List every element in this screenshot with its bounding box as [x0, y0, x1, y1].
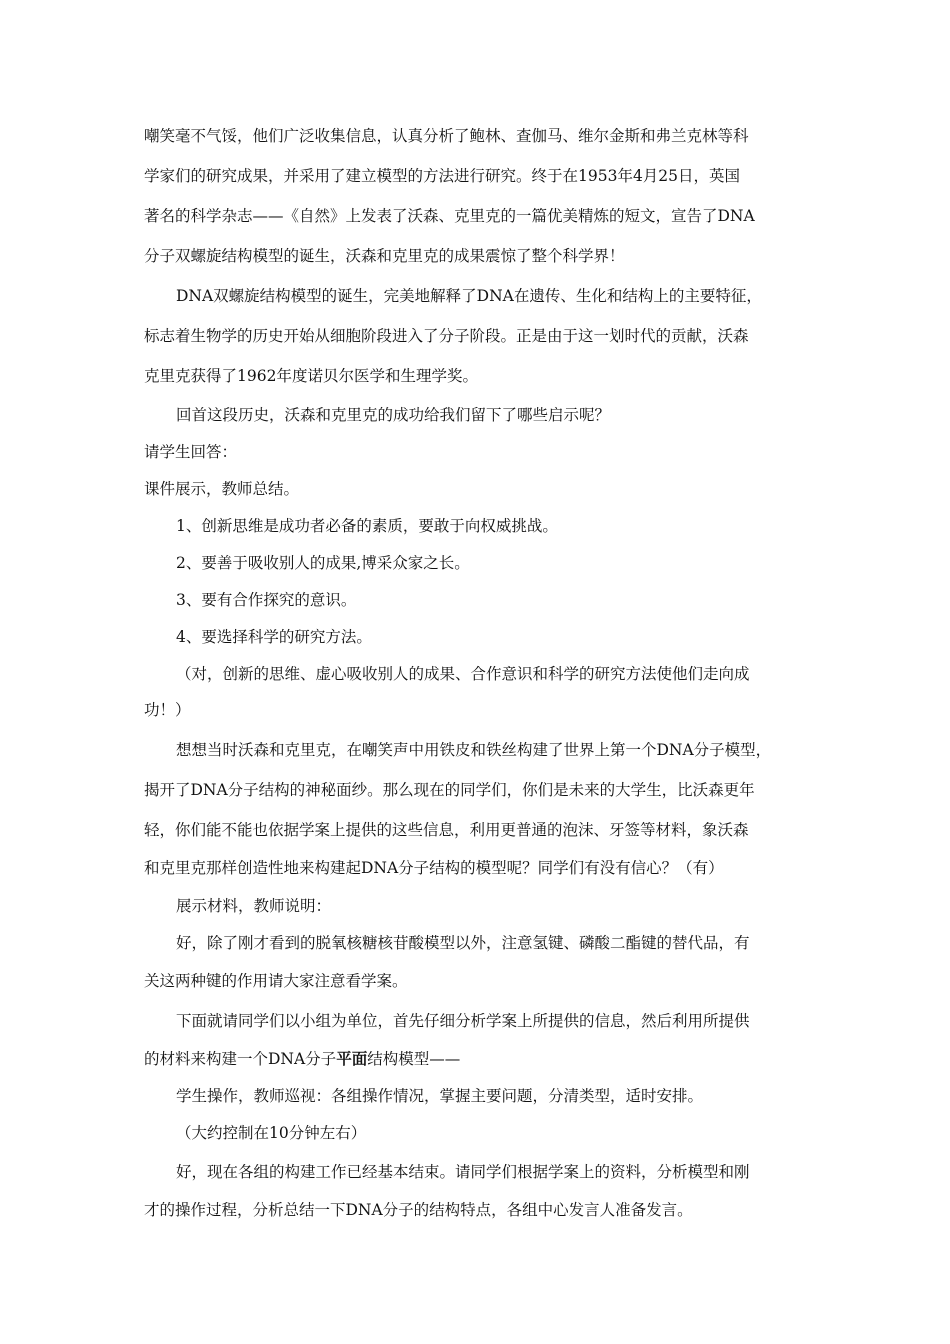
paragraph-line: 分子双螺旋结构模型的诞生，沃森和克里克的成果震惊了整个科学界！ [144, 247, 625, 265]
summary-line: （对，创新的思维、虚心吸收别人的成果、合作意识和科学的研究方法使他们走向成 [176, 665, 750, 683]
operation-line: 学生操作，教师巡视：各组操作情况，掌握主要问题，分清类型，适时安排。 [176, 1087, 704, 1105]
paragraph-line: 和克里克那样创造性地来构建起DNA分子结构的模型呢？同学们有没有信心？（有） [144, 859, 724, 877]
paragraph-line: 克里克获得了1962年度诺贝尔医学和生理学奖。 [144, 367, 478, 385]
courseware-line: 课件展示，教师总结。 [144, 480, 300, 498]
paragraph-line: 关这两种键的作用请大家注意看学案。 [144, 972, 408, 990]
list-item: 4、要选择科学的研究方法。 [176, 628, 372, 646]
paragraph-line: DNA双螺旋结构模型的诞生，完美地解释了DNA在遗传、生化和结构上的主要特征， [176, 287, 762, 305]
paragraph-line: 好，现在各组的构建工作已经基本结束。请同学们根据学案上的资料，分析模型和刚 [176, 1163, 750, 1181]
paragraph-line: 轻，你们能不能也依据学案上提供的这些信息，利用更普通的泡沫、牙签等材料，象沃森 [144, 821, 749, 839]
text-segment: 的材料来构建一个DNA分子 [144, 1050, 337, 1068]
list-item: 3、要有合作探究的意识。 [176, 591, 357, 609]
student-answer-line: 请学生回答： [144, 443, 238, 461]
paragraph-line: 才的操作过程，分析总结一下DNA分子的结构特点，各组中心发言人准备发言。 [144, 1201, 693, 1219]
summary-line: 功！） [144, 701, 191, 719]
paragraph-line: 标志着生物学的历史开始从细胞阶段进入了分子阶段。正是由于这一划时代的贡献，沃森 [144, 327, 749, 345]
paragraph-line: 好，除了刚才看到的脱氧核糖核苷酸模型以外，注意氢键、磷酸二酯键的替代品，有 [176, 934, 750, 952]
materials-line: 展示材料，教师说明： [176, 897, 332, 915]
list-item: 2、要善于吸收别人的成果,博采众家之长。 [176, 554, 470, 572]
paragraph-line: 想想当时沃森和克里克，在嘲笑声中用铁皮和铁丝构建了世界上第一个DNA分子模型， [176, 741, 772, 759]
paragraph-line: 嘲笑毫不气馁，他们广泛收集信息，认真分析了鲍林、查伽马、维尔金斯和弗兰克林等科 [144, 127, 749, 145]
question-line: 回首这段历史，沃森和克里克的成功给我们留下了哪些启示呢？ [176, 406, 611, 424]
paragraph-line [144, 1049, 460, 1069]
text-segment: 结构模型—— [367, 1050, 461, 1068]
time-note-line: （大约控制在10分钟左右） [176, 1124, 367, 1142]
bold-emphasis: 平面 [336, 1049, 368, 1068]
list-item: 1、创新思维是成功者必备的素质，要敢于向权威挑战。 [176, 517, 558, 535]
paragraph-line: 揭开了DNA分子结构的神秘面纱。那么现在的同学们，你们是未来的大学生，比沃森更年 [144, 781, 755, 799]
paragraph-line: 下面就请同学们以小组为单位，首先仔细分析学案上所提供的信息，然后利用所提供 [176, 1012, 750, 1030]
paragraph-line: 著名的科学杂志——《自然》上发表了沃森、克里克的一篇优美精炼的短文，宣告了DNA [144, 207, 755, 225]
paragraph-line: 学家们的研究成果，并采用了建立模型的方法进行研究。终于在1953年4月25日，英国 [144, 167, 741, 185]
